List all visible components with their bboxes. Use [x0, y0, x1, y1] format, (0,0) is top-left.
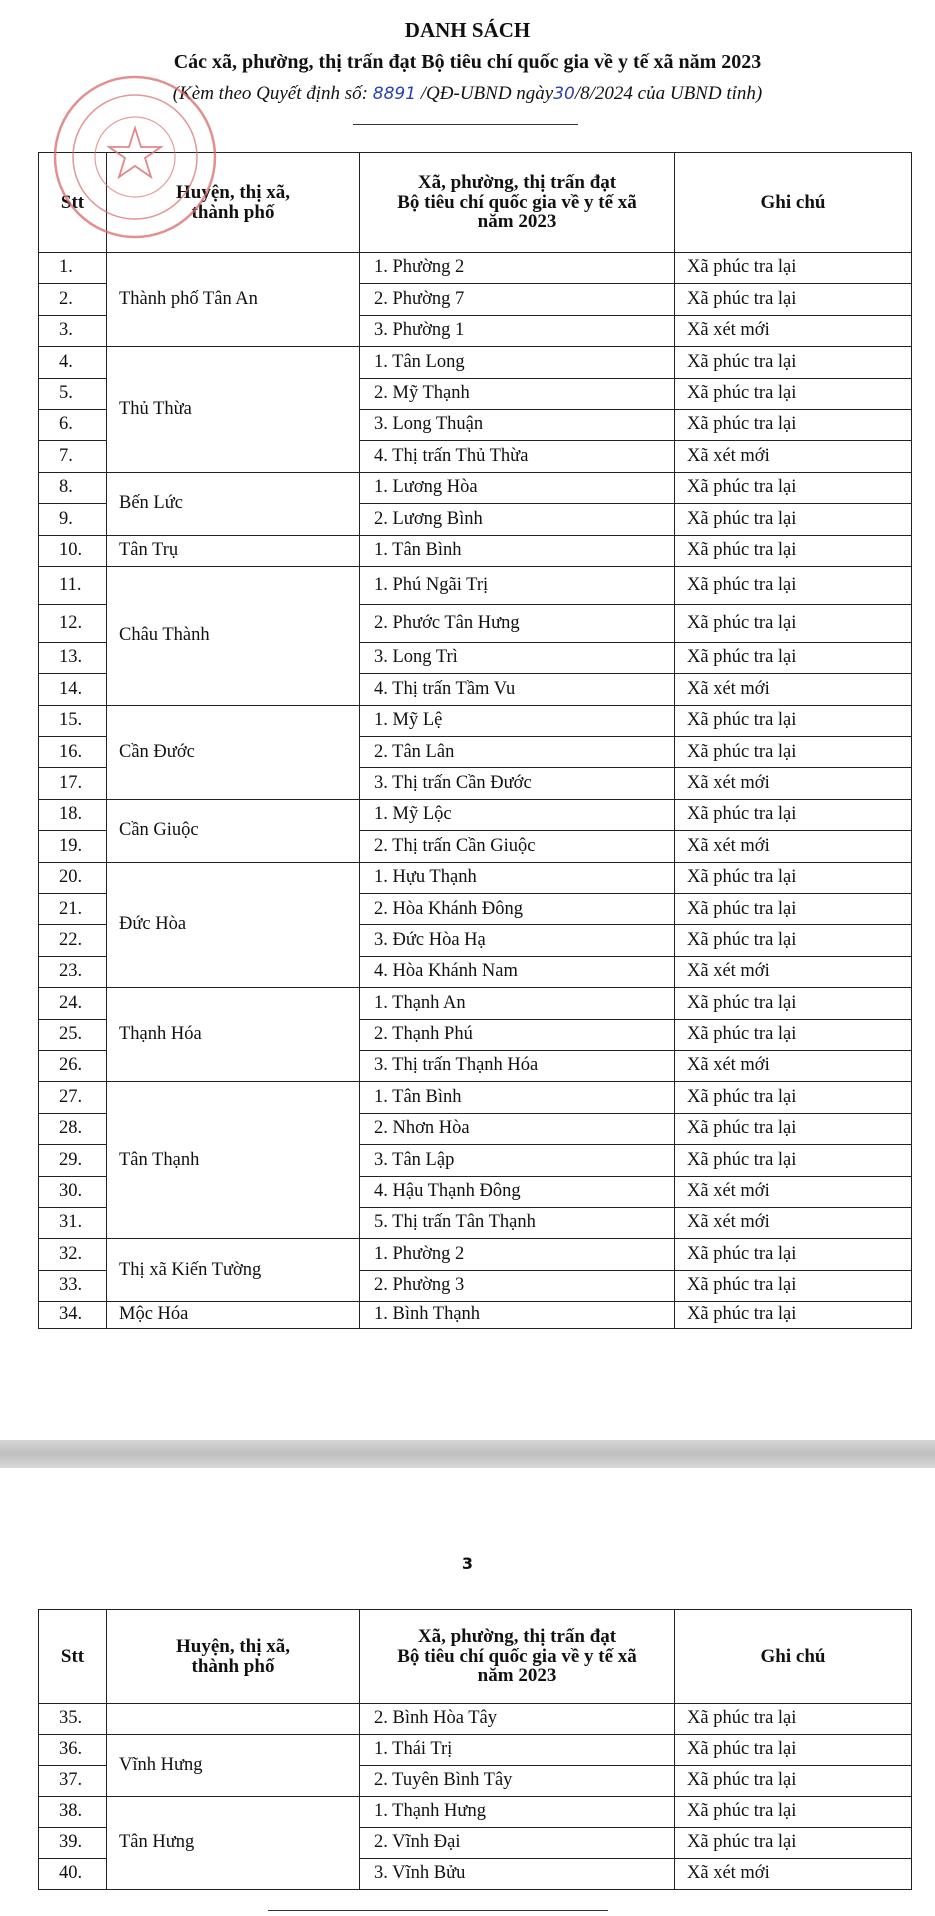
row-stt: 3.	[39, 315, 107, 346]
note-cell: Xã phúc tra lại	[675, 1828, 912, 1859]
ward-cell: 3. Thị trấn Cần Đước	[360, 768, 675, 799]
note-cell: Xã phúc tra lại	[675, 925, 912, 956]
note-cell: Xã phúc tra lại	[675, 1239, 912, 1270]
ward-cell: 2. Phường 3	[360, 1270, 675, 1301]
header-district: Huyện, thị xã, thành phố	[107, 1610, 360, 1704]
table-row	[39, 1082, 912, 1113]
note-cell: Xã xét mới	[675, 1207, 912, 1238]
note-cell: Xã xét mới	[675, 956, 912, 987]
row-stt: 19.	[39, 831, 107, 862]
row-stt: 30.	[39, 1176, 107, 1207]
ward-cell: 3. Vĩnh Bửu	[360, 1859, 675, 1890]
row-stt: 15.	[39, 705, 107, 736]
row-stt: 37.	[39, 1766, 107, 1797]
note-cell: Xã phúc tra lại	[675, 1270, 912, 1301]
note-cell: Xã phúc tra lại	[675, 1735, 912, 1766]
header-ward: Xã, phường, thị trấn đạt Bộ tiêu chí quốc gia về y tế xã năm 2023	[360, 153, 675, 253]
note-cell: Xã phúc tra lại	[675, 642, 912, 673]
ward-cell: 1. Thái Trị	[360, 1735, 675, 1766]
note-cell: Xã xét mới	[675, 674, 912, 705]
note-cell: Xã xét mới	[675, 1859, 912, 1890]
row-stt: 9.	[39, 504, 107, 535]
document-title: DANH SÁCH	[404, 18, 531, 42]
ward-cell: 2. Mỹ Thạnh	[360, 378, 675, 409]
note-cell: Xã phúc tra lại	[675, 347, 912, 378]
ward-cell: 1. Phường 2	[360, 1239, 675, 1270]
table-row	[39, 1239, 912, 1270]
row-stt: 33.	[39, 1270, 107, 1301]
table-row	[39, 988, 912, 1019]
note-cell: Xã phúc tra lại	[675, 604, 912, 642]
district-cell: Cần Đước	[107, 705, 360, 799]
row-stt: 21.	[39, 894, 107, 925]
district-cell	[107, 1704, 360, 1735]
ward-cell: 4. Thị trấn Tầm Vu	[360, 674, 675, 705]
attach-suffix: /8/2024 của UBND tỉnh)	[574, 83, 763, 104]
district-cell: Châu Thành	[107, 566, 360, 705]
row-stt: 31.	[39, 1207, 107, 1238]
row-stt: 29.	[39, 1145, 107, 1176]
district-cell: Thị xã Kiến Tường	[107, 1239, 360, 1302]
ward-cell: 2. Thị trấn Cần Giuộc	[360, 831, 675, 862]
ward-cell: 2. Lương Bình	[360, 504, 675, 535]
header-note: Ghi chú	[675, 153, 912, 253]
ward-cell: 3. Long Thuận	[360, 409, 675, 440]
row-stt: 27.	[39, 1082, 107, 1113]
ward-cell: 4. Thị trấn Thủ Thừa	[360, 441, 675, 472]
table-row	[39, 472, 912, 503]
ward-cell: 3. Tân Lập	[360, 1145, 675, 1176]
row-stt: 36.	[39, 1735, 107, 1766]
table-row	[39, 1797, 912, 1828]
ward-cell: 1. Tân Bình	[360, 535, 675, 566]
commune-table-page-1	[38, 152, 912, 1329]
note-cell: Xã phúc tra lại	[675, 253, 912, 284]
page-separator	[0, 1440, 935, 1468]
note-cell: Xã xét mới	[675, 1050, 912, 1081]
ward-cell: 1. Mỹ Lệ	[360, 705, 675, 736]
note-cell: Xã phúc tra lại	[675, 409, 912, 440]
ward-cell: 5. Thị trấn Tân Thạnh	[360, 1207, 675, 1238]
row-stt: 11.	[39, 566, 107, 604]
ward-cell: 1. Lương Hòa	[360, 472, 675, 503]
note-cell: Xã phúc tra lại	[675, 737, 912, 768]
row-stt: 25.	[39, 1019, 107, 1050]
district-cell: Thủ Thừa	[107, 347, 360, 473]
row-stt: 1.	[39, 253, 107, 284]
row-stt: 16.	[39, 737, 107, 768]
header-stt: Stt	[39, 153, 107, 253]
table-row	[39, 1704, 912, 1735]
row-stt: 38.	[39, 1797, 107, 1828]
note-cell: Xã phúc tra lại	[675, 988, 912, 1019]
row-stt: 18.	[39, 799, 107, 830]
ward-cell: 3. Long Trì	[360, 642, 675, 673]
table-header-row	[39, 1610, 912, 1704]
district-cell: Thành phố Tân An	[107, 253, 360, 347]
row-stt: 22.	[39, 925, 107, 956]
ward-cell: 2. Tuyên Bình Tây	[360, 1766, 675, 1797]
note-cell: Xã phúc tra lại	[675, 1113, 912, 1144]
note-cell: Xã phúc tra lại	[675, 284, 912, 315]
table-row	[39, 862, 912, 893]
ward-cell: 2. Phường 7	[360, 284, 675, 315]
table-row	[39, 566, 912, 604]
note-cell: Xã phúc tra lại	[675, 504, 912, 535]
row-stt: 40.	[39, 1859, 107, 1890]
district-cell: Bến Lức	[107, 472, 360, 535]
ward-cell: 3. Phường 1	[360, 315, 675, 346]
note-cell: Xã phúc tra lại	[675, 1302, 912, 1329]
note-cell: Xã phúc tra lại	[675, 1082, 912, 1113]
row-stt: 26.	[39, 1050, 107, 1081]
header-district: Huyện, thị xã, thành phố	[107, 153, 360, 253]
ward-cell: 1. Thạnh Hưng	[360, 1797, 675, 1828]
header-stt: Stt	[39, 1610, 107, 1704]
ward-cell: 1. Phường 2	[360, 253, 675, 284]
table-row	[39, 1302, 912, 1329]
note-cell: Xã xét mới	[675, 1176, 912, 1207]
ward-cell: 2. Vĩnh Đại	[360, 1828, 675, 1859]
table-row	[39, 1735, 912, 1766]
row-stt: 32.	[39, 1239, 107, 1270]
row-stt: 28.	[39, 1113, 107, 1144]
note-cell: Xã phúc tra lại	[675, 862, 912, 893]
district-cell: Tân Hưng	[107, 1797, 360, 1890]
note-cell: Xã phúc tra lại	[675, 566, 912, 604]
ward-cell: 2. Thạnh Phú	[360, 1019, 675, 1050]
ward-cell: 3. Đức Hòa Hạ	[360, 925, 675, 956]
ward-cell: 1. Mỹ Lộc	[360, 799, 675, 830]
note-cell: Xã phúc tra lại	[675, 894, 912, 925]
table-row	[39, 347, 912, 378]
row-stt: 2.	[39, 284, 107, 315]
ward-cell: 2. Nhơn Hòa	[360, 1113, 675, 1144]
page-number: 3	[461, 1554, 474, 1573]
ward-cell: 2. Hòa Khánh Đông	[360, 894, 675, 925]
row-stt: 4.	[39, 347, 107, 378]
note-cell: Xã xét mới	[675, 768, 912, 799]
commune-table-page-2	[38, 1609, 912, 1890]
note-cell: Xã phúc tra lại	[675, 472, 912, 503]
ward-cell: 2. Tân Lân	[360, 737, 675, 768]
ward-cell: 1. Hựu Thạnh	[360, 862, 675, 893]
ward-cell: 1. Thạnh An	[360, 988, 675, 1019]
row-stt: 39.	[39, 1828, 107, 1859]
note-cell: Xã phúc tra lại	[675, 1145, 912, 1176]
district-cell: Tân Thạnh	[107, 1082, 360, 1239]
table-row	[39, 535, 912, 566]
row-stt: 6.	[39, 409, 107, 440]
row-stt: 23.	[39, 956, 107, 987]
table-row	[39, 705, 912, 736]
row-stt: 24.	[39, 988, 107, 1019]
ward-cell: 1. Bình Thạnh	[360, 1302, 675, 1329]
note-cell: Xã phúc tra lại	[675, 705, 912, 736]
header-note: Ghi chú	[675, 1610, 912, 1704]
row-stt: 17.	[39, 768, 107, 799]
title-underline	[353, 124, 578, 125]
row-stt: 13.	[39, 642, 107, 673]
ward-cell: 1. Tân Bình	[360, 1082, 675, 1113]
ward-cell: 4. Hòa Khánh Nam	[360, 956, 675, 987]
header-ward: Xã, phường, thị trấn đạt Bộ tiêu chí quốc gia về y tế xã năm 2023	[360, 1610, 675, 1704]
note-cell: Xã xét mới	[675, 441, 912, 472]
row-stt: 14.	[39, 674, 107, 705]
row-stt: 34.	[39, 1302, 107, 1329]
note-cell: Xã xét mới	[675, 315, 912, 346]
district-cell: Tân Trụ	[107, 535, 360, 566]
note-cell: Xã phúc tra lại	[675, 1766, 912, 1797]
note-cell: Xã phúc tra lại	[675, 1797, 912, 1828]
district-cell: Vĩnh Hưng	[107, 1735, 360, 1797]
row-stt: 12.	[39, 604, 107, 642]
footer-rule	[268, 1910, 608, 1911]
note-cell: Xã phúc tra lại	[675, 535, 912, 566]
note-cell: Xã phúc tra lại	[675, 799, 912, 830]
note-cell: Xã xét mới	[675, 831, 912, 862]
note-cell: Xã phúc tra lại	[675, 1019, 912, 1050]
decision-day-handwritten: 30	[553, 84, 575, 104]
document-subtitle: Các xã, phường, thị trấn đạt Bộ tiêu chí quốc gia về y tế xã năm 2023	[173, 51, 762, 73]
district-cell: Mộc Hóa	[107, 1302, 360, 1329]
row-stt: 20.	[39, 862, 107, 893]
ward-cell: 3. Thị trấn Thạnh Hóa	[360, 1050, 675, 1081]
row-stt: 8.	[39, 472, 107, 503]
official-seal-icon	[48, 70, 223, 245]
district-cell: Thạnh Hóa	[107, 988, 360, 1082]
district-cell: Đức Hòa	[107, 862, 360, 988]
ward-cell: 1. Tân Long	[360, 347, 675, 378]
row-stt: 5.	[39, 378, 107, 409]
table-row	[39, 799, 912, 830]
ward-cell: 2. Bình Hòa Tây	[360, 1704, 675, 1735]
row-stt: 7.	[39, 441, 107, 472]
attach-middle: /QĐ-UBND ngày	[416, 83, 554, 104]
table-row	[39, 253, 912, 284]
district-cell: Cần Giuộc	[107, 799, 360, 862]
note-cell: Xã phúc tra lại	[675, 378, 912, 409]
ward-cell: 1. Phú Ngãi Trị	[360, 566, 675, 604]
ward-cell: 2. Phước Tân Hưng	[360, 604, 675, 642]
attach-prefix: (Kèm theo Quyết định số:	[172, 83, 373, 104]
decision-number-handwritten: 8891	[372, 84, 417, 104]
note-cell: Xã phúc tra lại	[675, 1704, 912, 1735]
ward-cell: 4. Hậu Thạnh Đông	[360, 1176, 675, 1207]
row-stt: 35.	[39, 1704, 107, 1735]
row-stt: 10.	[39, 535, 107, 566]
